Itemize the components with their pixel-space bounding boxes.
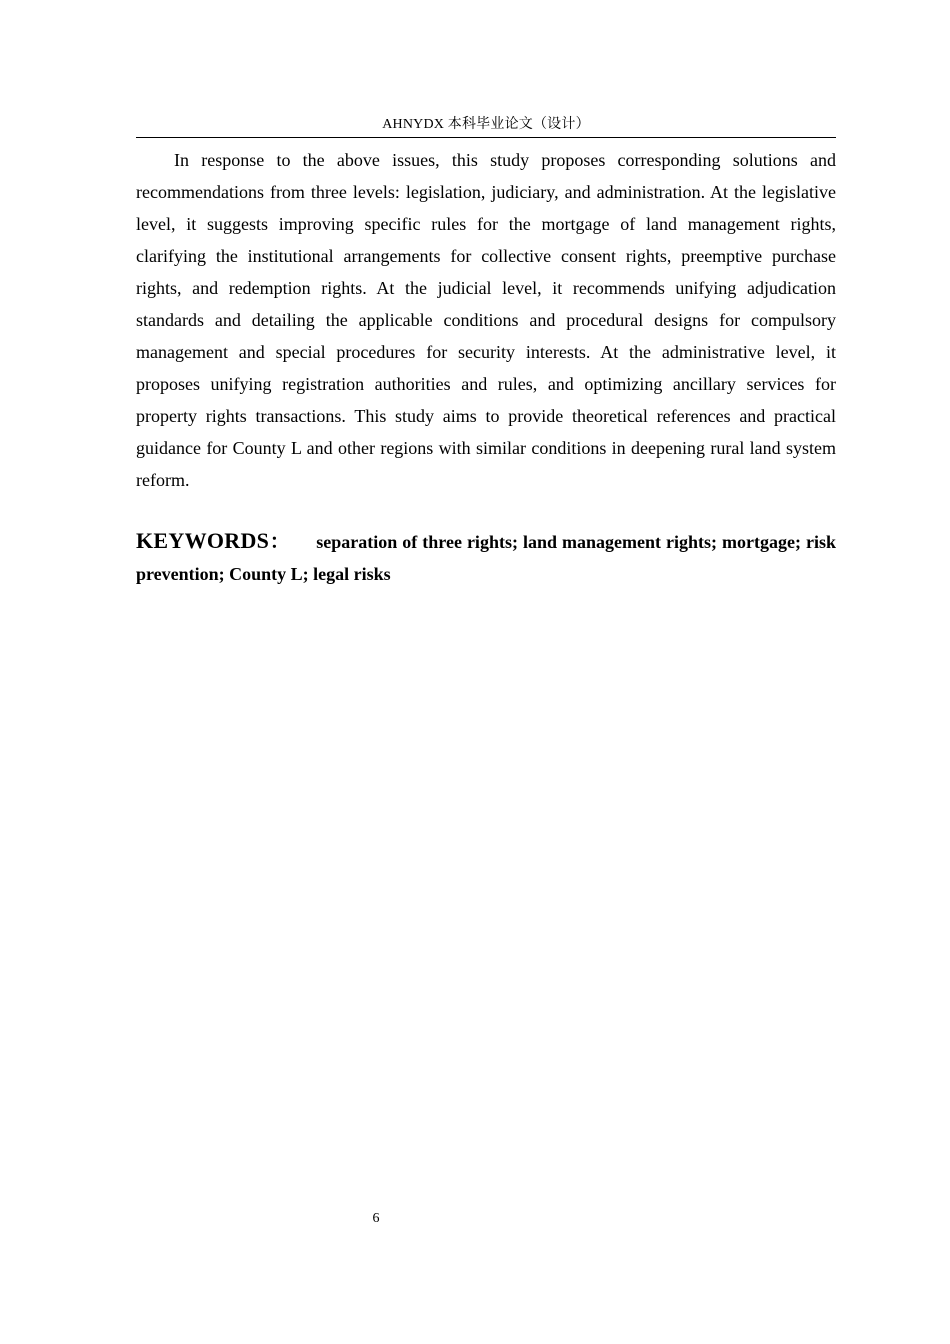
keywords-separator: ：	[269, 531, 291, 553]
keywords-block	[136, 525, 836, 590]
running-header: AHNYDX 本科毕业论文（设计）	[382, 117, 590, 132]
header-divider	[136, 137, 836, 138]
abstract-paragraph: In response to the above issues, this study proposes corresponding solutions and recommendations from three levels: legislation, judiciary, and administration. At the legislative level, it suggests improving specific rules for the mortgage of land management rights, clarifying the institutional arrangements for collective consent rights, preemptive purchase rights, and redemption rights. At the judicial level, it recommends unifying adjudication standards and detailing the applicable conditions and procedural designs for compulsory management and special procedures for security interests. At the administrative level, it proposes unifying registration authorities and rules, and optimizing ancillary services for property rights transactions. This study aims to provide theoretical references and practical guidance for County L and other regions with similar conditions in deepening rural land system reform.	[136, 150, 836, 490]
keywords-text: separation of three rights; land management rights; mortgage; risk prevention; County L; legal risks	[136, 532, 837, 584]
page-number: 6	[372, 1211, 380, 1226]
keywords-label: KEYWORDS	[136, 528, 270, 553]
